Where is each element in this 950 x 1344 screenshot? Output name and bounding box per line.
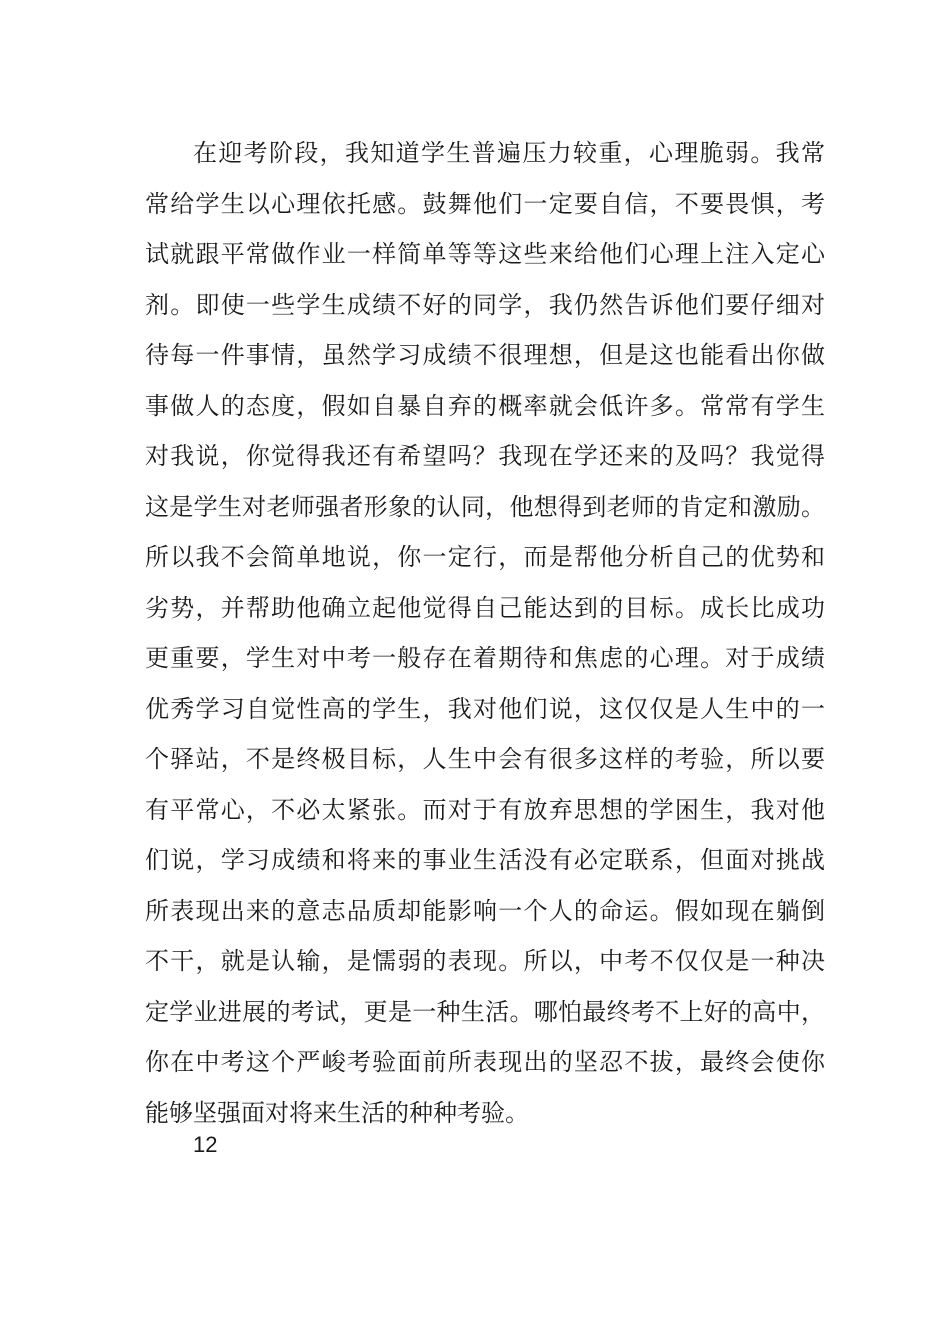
- paragraph-line: 更重要，学生对中考一般存在着期待和焦虑的心理。对于成绩: [145, 644, 825, 672]
- paragraph-line: 事做人的态度，假如自暴自弃的概率就会低许多。常常有学生: [145, 391, 825, 420]
- paragraph-line: 个驿站，不是终极目标，人生中会有很多这样的考验，所以要: [145, 745, 825, 773]
- body-paragraph: [145, 128, 825, 1138]
- paragraph-line: 们说，学习成绩和将来的事业生活没有必定联系，但面对挑战: [145, 846, 825, 874]
- paragraph-line: 所表现出来的意志品质却能影响一个人的命运。假如现在躺倒: [145, 896, 825, 925]
- paragraph-line: 有平常心，不必太紧张。而对于有放弃思想的学困生，我对他: [145, 795, 825, 824]
- paragraph-line: 常给学生以心理依托感。鼓舞他们一定要自信，不要畏惧，考: [145, 189, 825, 218]
- paragraph-line: 在迎考阶段，我知道学生普遍压力较重，心理脆弱。我常: [193, 139, 825, 167]
- paragraph-line: 不干，就是认输，是懦弱的表现。所以，中考不仅仅是一种决: [145, 947, 825, 975]
- paragraph-line: 你在中考这个严峻考验面前所表现出的坚忍不拔，最终会使你: [145, 1048, 825, 1076]
- paragraph-line: 剂。即使一些学生成绩不好的同学，我仍然告诉他们要仔细对: [145, 290, 825, 319]
- paragraph-line: 待每一件事情，虽然学习成绩不很理想，但是这也能看出你做: [145, 341, 825, 369]
- paragraph-line: 劣势，并帮助他确立起他觉得自己能达到的目标。成长比成功: [145, 593, 825, 622]
- paragraph-line: 定学业进展的考试，更是一种生活。哪怕最终考不上好的高中，: [145, 997, 825, 1026]
- paragraph-line: 能够坚强面对将来生活的种种考验。: [145, 1098, 529, 1127]
- paragraph-line: 优秀学习自觉性高的学生，我对他们说，这仅仅是人生中的一: [145, 694, 825, 723]
- paragraph-line: 试就跟平常做作业一样简单等等这些来给他们心理上注入定心: [145, 240, 825, 268]
- paragraph-line: 所以我不会简单地说，你一定行，而是帮他分析自己的优势和: [145, 543, 825, 571]
- paragraph-line: 对我说，你觉得我还有希望吗？我现在学还来的及吗？我觉得: [145, 442, 825, 470]
- page-number: 12: [193, 1132, 218, 1157]
- paragraph-line: 这是学生对老师强者形象的认同，他想得到老师的肯定和激励。: [145, 492, 825, 521]
